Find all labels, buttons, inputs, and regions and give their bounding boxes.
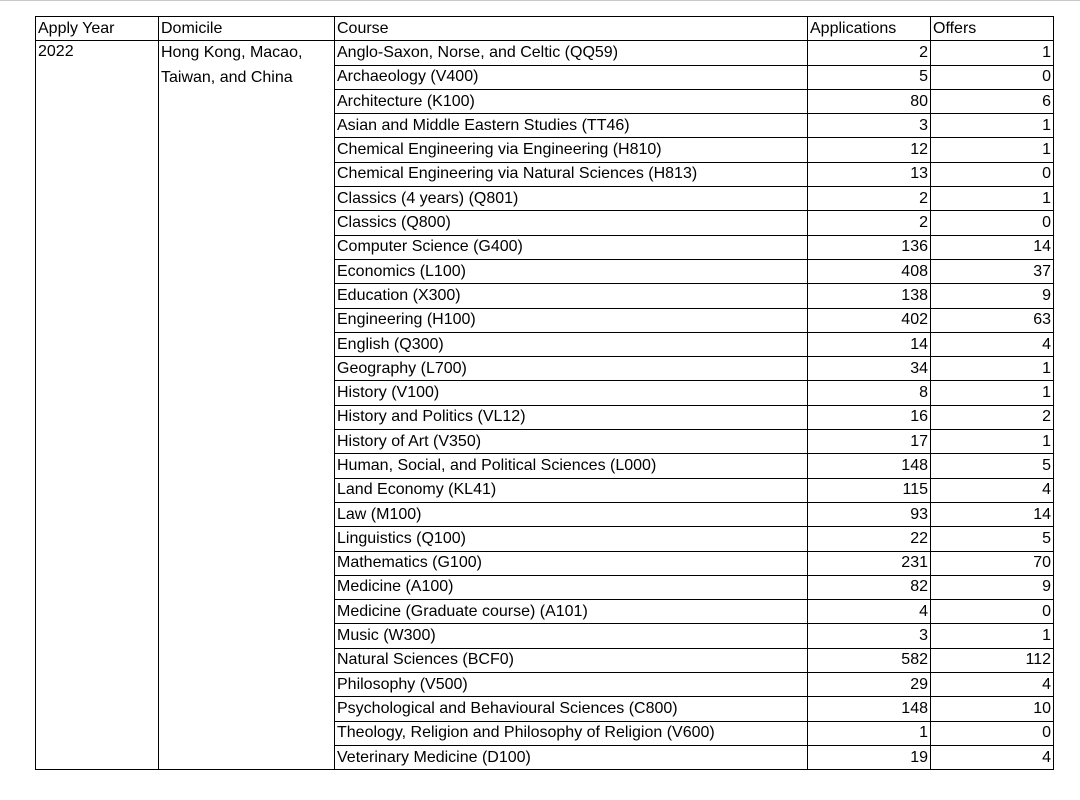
course-cell[interactable]: Architecture (K100) (335, 89, 808, 113)
domicile-cell[interactable]: Hong Kong, Macao, Taiwan, and China (159, 41, 335, 770)
applications-cell[interactable]: 80 (808, 89, 931, 113)
offers-cell[interactable]: 14 (931, 502, 1054, 526)
applications-cell[interactable]: 2 (808, 187, 931, 211)
offers-cell[interactable]: 9 (931, 575, 1054, 599)
applications-cell[interactable]: 29 (808, 673, 931, 697)
applications-cell[interactable]: 1 (808, 721, 931, 745)
applications-cell[interactable]: 115 (808, 478, 931, 502)
applications-cell[interactable]: 402 (808, 308, 931, 332)
course-cell[interactable]: Philosophy (V500) (335, 673, 808, 697)
applications-cell[interactable]: 12 (808, 138, 931, 162)
course-cell[interactable]: Archaeology (V400) (335, 65, 808, 89)
course-cell[interactable]: Chemical Engineering via Natural Sciences (H813) (335, 162, 808, 186)
offers-cell[interactable]: 1 (931, 357, 1054, 381)
course-cell[interactable]: Theology, Religion and Philosophy of Religion (V600) (335, 721, 808, 745)
course-cell[interactable]: Engineering (H100) (335, 308, 808, 332)
offers-cell[interactable]: 0 (931, 162, 1054, 186)
offers-cell[interactable]: 37 (931, 259, 1054, 283)
top-divider (0, 0, 1080, 1)
applications-cell[interactable]: 34 (808, 357, 931, 381)
applications-cell[interactable]: 22 (808, 527, 931, 551)
offers-cell[interactable]: 1 (931, 624, 1054, 648)
course-cell[interactable]: Music (W300) (335, 624, 808, 648)
course-cell[interactable]: Computer Science (G400) (335, 235, 808, 259)
offers-cell[interactable]: 5 (931, 454, 1054, 478)
offers-cell[interactable]: 112 (931, 648, 1054, 672)
applications-cell[interactable]: 3 (808, 114, 931, 138)
course-cell[interactable]: History and Politics (VL12) (335, 405, 808, 429)
offers-cell[interactable]: 0 (931, 211, 1054, 235)
applications-cell[interactable]: 13 (808, 162, 931, 186)
applications-cell[interactable]: 148 (808, 454, 931, 478)
applications-cell[interactable]: 582 (808, 648, 931, 672)
course-cell[interactable]: Medicine (Graduate course) (A101) (335, 600, 808, 624)
course-cell[interactable]: Medicine (A100) (335, 575, 808, 599)
course-cell[interactable]: Education (X300) (335, 284, 808, 308)
applications-cell[interactable]: 138 (808, 284, 931, 308)
offers-cell[interactable]: 63 (931, 308, 1054, 332)
offers-cell[interactable]: 5 (931, 527, 1054, 551)
spreadsheet (35, 16, 1054, 770)
course-cell[interactable]: English (Q300) (335, 332, 808, 356)
applications-cell[interactable]: 14 (808, 332, 931, 356)
offers-cell[interactable]: 4 (931, 332, 1054, 356)
course-cell[interactable]: Veterinary Medicine (D100) (335, 745, 808, 769)
course-cell[interactable]: Linguistics (Q100) (335, 527, 808, 551)
course-cell[interactable]: History (V100) (335, 381, 808, 405)
applications-cell[interactable]: 3 (808, 624, 931, 648)
header-domicile[interactable]: Domicile (159, 17, 335, 41)
offers-cell[interactable]: 1 (931, 381, 1054, 405)
offers-cell[interactable]: 4 (931, 745, 1054, 769)
applications-cell[interactable]: 17 (808, 430, 931, 454)
course-cell[interactable]: Economics (L100) (335, 259, 808, 283)
applications-cell[interactable]: 408 (808, 259, 931, 283)
offers-cell[interactable]: 1 (931, 430, 1054, 454)
course-cell[interactable]: Geography (L700) (335, 357, 808, 381)
applications-cell[interactable]: 5 (808, 65, 931, 89)
offers-cell[interactable]: 70 (931, 551, 1054, 575)
course-cell[interactable]: Human, Social, and Political Sciences (L000) (335, 454, 808, 478)
course-cell[interactable]: Anglo-Saxon, Norse, and Celtic (QQ59) (335, 41, 808, 65)
applications-cell[interactable]: 8 (808, 381, 931, 405)
course-cell[interactable]: Natural Sciences (BCF0) (335, 648, 808, 672)
applications-cell[interactable]: 2 (808, 211, 931, 235)
table-body (36, 41, 1054, 770)
offers-cell[interactable]: 1 (931, 114, 1054, 138)
applications-table (35, 16, 1054, 770)
applications-cell[interactable]: 148 (808, 697, 931, 721)
course-cell[interactable]: Law (M100) (335, 502, 808, 526)
course-cell[interactable]: History of Art (V350) (335, 430, 808, 454)
header-row (36, 17, 1054, 41)
applications-cell[interactable]: 19 (808, 745, 931, 769)
header-applications[interactable]: Applications (808, 17, 931, 41)
course-cell[interactable]: Asian and Middle Eastern Studies (TT46) (335, 114, 808, 138)
offers-cell[interactable]: 4 (931, 673, 1054, 697)
course-cell[interactable]: Land Economy (KL41) (335, 478, 808, 502)
offers-cell[interactable]: 9 (931, 284, 1054, 308)
course-cell[interactable]: Psychological and Behavioural Sciences (C800) (335, 697, 808, 721)
offers-cell[interactable]: 0 (931, 721, 1054, 745)
course-cell[interactable]: Classics (Q800) (335, 211, 808, 235)
header-course[interactable]: Course (335, 17, 808, 41)
applications-cell[interactable]: 2 (808, 41, 931, 65)
applications-cell[interactable]: 4 (808, 600, 931, 624)
apply-year-cell[interactable]: 2022 (36, 41, 159, 770)
applications-cell[interactable]: 16 (808, 405, 931, 429)
table-row (36, 41, 1054, 65)
offers-cell[interactable]: 0 (931, 600, 1054, 624)
offers-cell[interactable]: 1 (931, 138, 1054, 162)
offers-cell[interactable]: 1 (931, 41, 1054, 65)
offers-cell[interactable]: 0 (931, 65, 1054, 89)
header-offers[interactable]: Offers (931, 17, 1054, 41)
offers-cell[interactable]: 4 (931, 478, 1054, 502)
applications-cell[interactable]: 93 (808, 502, 931, 526)
applications-cell[interactable]: 231 (808, 551, 931, 575)
offers-cell[interactable]: 10 (931, 697, 1054, 721)
applications-cell[interactable]: 136 (808, 235, 931, 259)
header-apply-year[interactable]: Apply Year (36, 17, 159, 41)
applications-cell[interactable]: 82 (808, 575, 931, 599)
offers-cell[interactable]: 14 (931, 235, 1054, 259)
offers-cell[interactable]: 6 (931, 89, 1054, 113)
course-cell[interactable]: Classics (4 years) (Q801) (335, 187, 808, 211)
offers-cell[interactable]: 1 (931, 187, 1054, 211)
offers-cell[interactable]: 2 (931, 405, 1054, 429)
course-cell[interactable]: Chemical Engineering via Engineering (H810) (335, 138, 808, 162)
course-cell[interactable]: Mathematics (G100) (335, 551, 808, 575)
